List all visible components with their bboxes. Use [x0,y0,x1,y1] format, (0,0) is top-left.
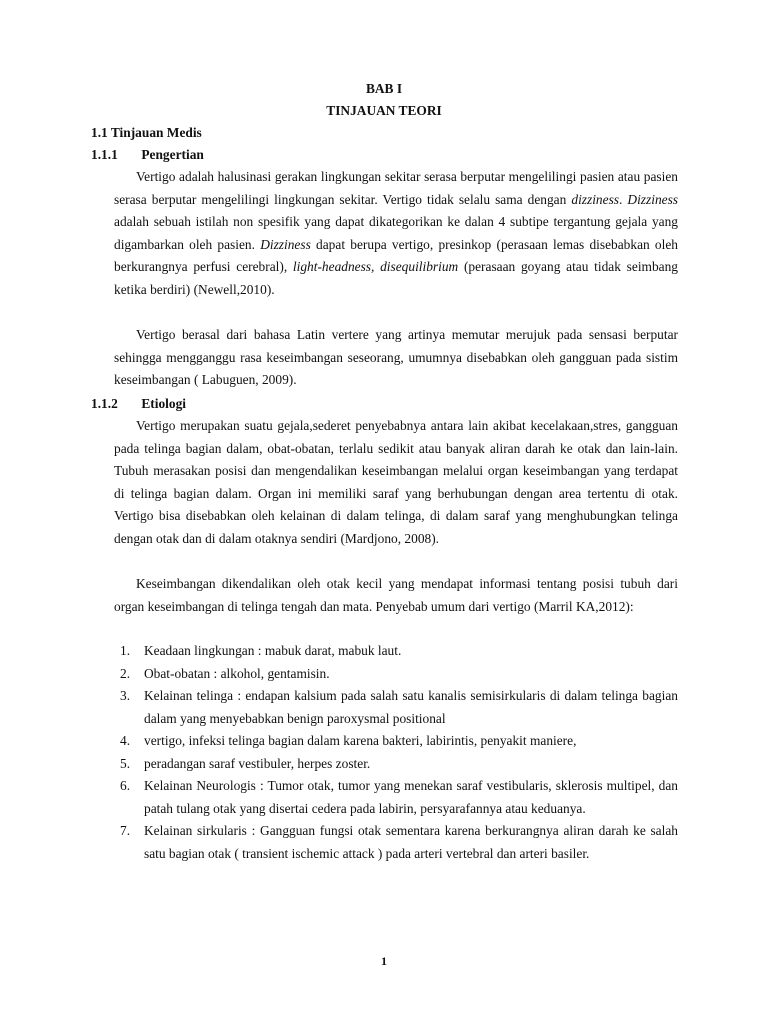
subsection-number: 1.1.1 [91,147,118,162]
paragraph-balance: Keseimbangan dikendalikan oleh otak kecil yang mendapat informasi tentang posisi tubuh dari organ keseimbangan di telinga tengah dan mata. Penyebab umum dari vertigo (Marril KA,2012): [114,576,678,614]
causes-list [114,640,678,865]
list-text: Keadaan lingkungan : mabuk darat, mabuk laut. [144,643,402,658]
section-label: Tinjauan Medis [110,125,202,140]
list-number: 5. [120,755,131,771]
subsection-heading-etiologi [91,393,186,415]
list-text: Kelainan Neurologis : Tumor otak, tumor yang menekan saraf vestibularis, sklerosis multipel, dan patah tulang otak yang disertai cedera pada labirin, persyarafannya atau keduanya. [144,778,678,816]
text-run: adalah sebuah istilah non spesifik yang dapat dikategorikan ke dalan 4 subtipe tergantung gejala yang digambarkan oleh pasien. [114,214,678,252]
paragraph-definition [114,166,678,301]
subsection-label: Etiologi [141,396,186,411]
subsection-number: 1.1.2 [91,396,118,411]
list-number: 6. [120,778,131,793]
paragraph-etiology: Vertigo merupakan suatu gejala,sederet penyebabnya antara lain akibat kecelakaan,stres, gangguan pada telinga bagian dalam, obat-obatan, terlalu sedikit atau banyak aliran darah ke otak dan lain-lain. Tubuh merasakan posisi dan mengendalikan keseimbangan melalui organ keseimbangan yang terdapat di telinga bagian dalam. Organ ini memiliki saraf yang berhubungan dengan area tertentu di otak. Vertigo bisa disebabkan oleh kelainan di dalam telinga, di dalam saraf yang menghubungkan telinga dengan otak dan di dalam otaknya sendiri (Mardjono, 2008). [114,418,678,546]
list-item [114,775,678,820]
text-run: Vertigo adalah halusinasi gerakan lingkungan sekitar serasa berputar mengelilingi pasien atau pasien serasa berputar mengelilingi lingkungan sekitar. Vertigo tidak selalu sama dengan [114,169,678,207]
list-item [114,685,678,730]
list-number: 4. [120,733,131,748]
list-text: peradangan saraf vestibuler, herpes zoster. [144,755,371,771]
chapter-heading: BAB I [365,81,403,96]
italic-term: Dizziness [627,191,679,207]
italic-term: dizziness [571,191,619,207]
subsection-heading-pengertian [91,144,204,166]
italic-term: light-headness, disequilibrium [292,259,459,274]
subsection-label: Pengertian [141,147,204,162]
list-item [114,640,678,663]
list-number: 3. [120,688,131,703]
list-item [114,753,678,776]
list-item [114,820,678,865]
text-run: . [619,191,628,207]
section-heading [91,122,202,144]
chapter-title: TINJAUAN TEORI [326,103,442,118]
list-text: Kelainan telinga : endapan kalsium pada salah satu kanalis semisirkularis di dalam telinga bagian dalam yang menyebabkan benign paroxysmal positional [144,688,678,726]
page-number: 1 [381,954,387,968]
text-run: dapat berupa vertigo, presinkop (perasaan lemas disebabkan oleh berkurangnya perfusi cerebral), [114,236,678,274]
list-item [114,663,678,686]
list-number: 7. [120,823,131,838]
italic-term: Dizziness [260,236,311,252]
list-number: 2. [120,665,131,681]
paragraph-origin: Vertigo berasal dari bahasa Latin vertere yang artinya memutar merujuk pada sensasi berputar sehingga mengganggu rasa keseimbangan seseorang, umumnya disebabkan oleh gangguan pada sistim keseimbangan ( Labuguen, 2009). [114,327,678,387]
text-run: (perasaan goyang atau tidak seimbang ketika berdiri) (Newell,2010). [114,259,678,297]
section-number: 1.1 [91,125,108,140]
list-text: Kelainan sirkularis : Gangguan fungsi otak sementara karena berkurangnya aliran darah ke salah satu bagian otak ( transient ischemic attack ) pada arteri vertebral dan arteri basiler. [144,823,678,861]
list-number: 1. [120,643,131,658]
list-text: Obat-obatan : alkohol, gentamisin. [144,665,330,681]
list-text: vertigo, infeksi telinga bagian dalam karena bakteri, labirintis, penyakit maniere, [144,733,577,748]
list-item [114,730,678,753]
